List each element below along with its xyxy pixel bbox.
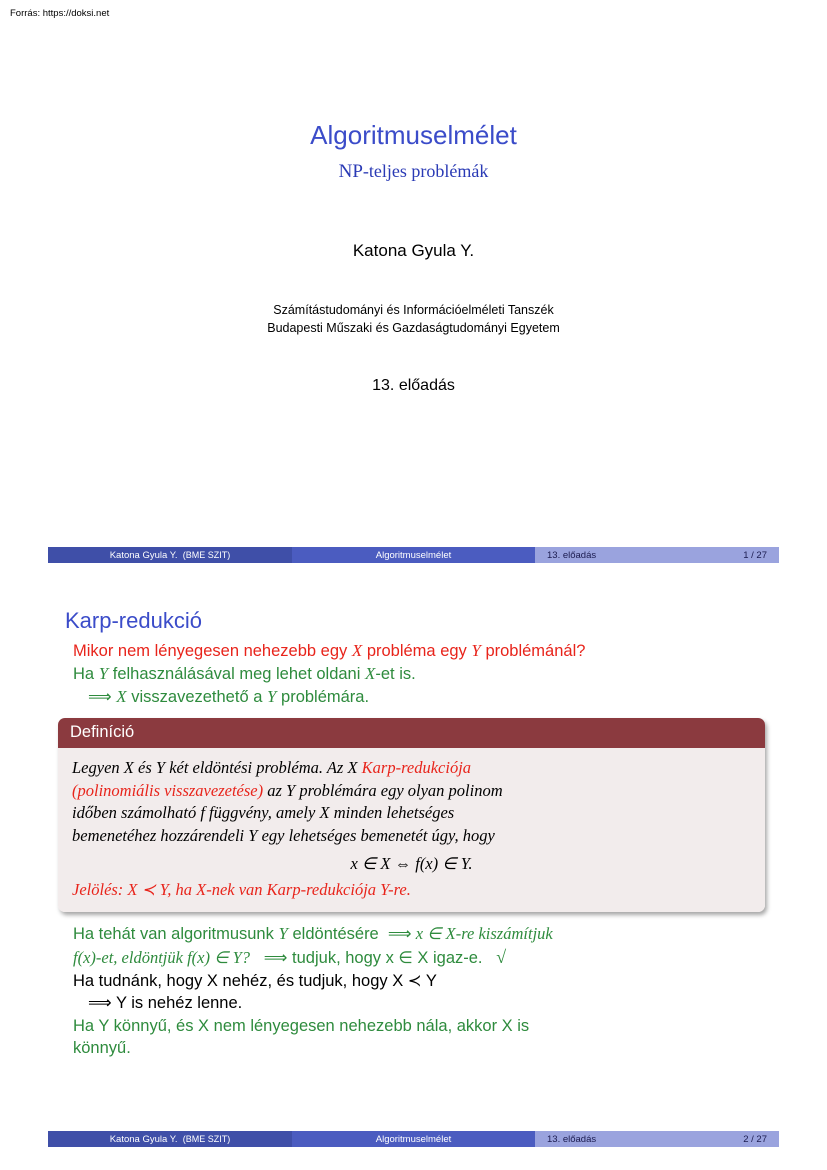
implies-arrow-icon-4: ⟹ bbox=[88, 993, 112, 1013]
after-definition-text bbox=[73, 922, 779, 1060]
line-question-c: problémánál? bbox=[480, 642, 586, 660]
institute-line-1: Számítástudományi és Információelméleti Tanszék bbox=[273, 303, 554, 317]
after-line-3 bbox=[73, 970, 779, 992]
footer-author-1: Katona Gyula Y. bbox=[109, 549, 178, 561]
line-implication-a: visszavezethető a bbox=[126, 687, 267, 706]
def-t4: az bbox=[263, 780, 287, 800]
footer-page-2: 2 / 27 bbox=[743, 1133, 767, 1145]
check-sqrt-icon: √ bbox=[496, 947, 507, 968]
after-a1y: Y bbox=[278, 923, 288, 943]
after-line-1 bbox=[73, 922, 779, 945]
def-karp-reduction-alt: (polinomiális visszavezetése) bbox=[72, 780, 264, 800]
def-t2: és bbox=[133, 758, 156, 778]
after-line-4 bbox=[88, 992, 779, 1014]
line-question-a: Mikor nem lényegesen nehezebb egy bbox=[73, 642, 352, 660]
line-implication-b: problémára. bbox=[276, 687, 370, 706]
after-b1: f(x)-et, eldöntjük f(x) ∈ Y? bbox=[73, 948, 251, 968]
implies-arrow-icon-2: ⟹ bbox=[387, 923, 412, 943]
def-y3: Y bbox=[248, 825, 258, 845]
footer-course-1: Algoritmuselmélet bbox=[375, 549, 452, 561]
author-name: Katona Gyula Y. bbox=[352, 241, 475, 260]
line-answer bbox=[73, 663, 779, 686]
def-t8: bemenetéhez hozzárendeli bbox=[72, 825, 249, 845]
line-question-y: Y bbox=[471, 641, 481, 660]
subtitle-rest: -teljes problémák bbox=[362, 161, 489, 181]
definition-box bbox=[58, 718, 765, 912]
page-title: Algoritmuselmélet bbox=[310, 120, 517, 150]
footer-author-segment-2 bbox=[48, 1131, 292, 1147]
def-t5: problémára egy olyan polinom bbox=[295, 780, 503, 800]
def-y2: Y bbox=[286, 780, 296, 800]
lecture-number: 13. előadás bbox=[372, 377, 455, 395]
def-x3: X bbox=[319, 803, 330, 823]
footer-page-1: 1 / 27 bbox=[743, 549, 767, 561]
institute-block bbox=[48, 301, 779, 337]
subtitle-np: NP bbox=[338, 161, 363, 182]
after-d2: Y is nehéz lenne. bbox=[111, 994, 243, 1013]
footer-course-2: Algoritmuselmélet bbox=[375, 1133, 452, 1145]
line-answer-c: -et is. bbox=[375, 664, 416, 683]
def-y1: Y bbox=[155, 758, 166, 778]
after-e1: Ha Y könnyű, és X nem lényegesen nehezebb nála, akkor X is bbox=[73, 1016, 530, 1035]
slide-footer-1 bbox=[48, 547, 779, 563]
def-t1: Legyen bbox=[72, 758, 124, 778]
def-karp-reduction-term: Karp-redukciója bbox=[357, 758, 472, 778]
def-t6: időben számolható f függvény, amely bbox=[72, 803, 320, 823]
footer-page-segment-2 bbox=[535, 1131, 779, 1147]
line-answer-y: Y bbox=[98, 663, 109, 683]
after-c1: Ha tudnánk, hogy X nehéz, és tudjuk, hogy X ≺ Y bbox=[73, 971, 437, 990]
footer-affiliation-2: (BME SZIT) bbox=[182, 1134, 231, 1144]
footer-author-2: Katona Gyula Y. bbox=[109, 1133, 178, 1145]
after-a1: Ha tehát van algoritmusunk bbox=[73, 924, 279, 943]
def-x2: X bbox=[347, 758, 358, 778]
after-line-5 bbox=[73, 1015, 779, 1037]
def-t9: egy lehetséges bemenetét úgy, hogy bbox=[257, 825, 495, 845]
line-answer-x: X bbox=[365, 663, 376, 683]
footer-affiliation-1: (BME SZIT) bbox=[182, 550, 231, 560]
footer-course-segment-2 bbox=[292, 1131, 535, 1147]
content-slide bbox=[48, 608, 779, 1060]
implies-arrow-icon-3: ⟹ bbox=[263, 948, 288, 968]
footer-lecture-2: 13. előadás bbox=[547, 1133, 597, 1145]
after-line-6 bbox=[73, 1037, 779, 1059]
line-implication-y: Y bbox=[266, 686, 277, 706]
after-a2: eldöntésére bbox=[287, 924, 379, 943]
definition-body bbox=[58, 748, 765, 912]
footer-lecture-1: 13. előadás bbox=[547, 549, 597, 561]
line-question-x: X bbox=[351, 641, 363, 660]
implies-arrow-icon: ⟹ bbox=[88, 686, 112, 706]
source-note: Forrás: https://doksi.net bbox=[10, 8, 110, 19]
footer-page-segment-1 bbox=[535, 547, 779, 563]
page-subtitle bbox=[48, 161, 779, 183]
footer-course-segment-1 bbox=[292, 547, 535, 563]
after-line-2 bbox=[73, 945, 779, 969]
line-implication bbox=[88, 686, 779, 709]
line-answer-b: felhasználásával meg lehet oldani bbox=[108, 664, 365, 683]
slide-footer-2 bbox=[48, 1131, 779, 1147]
line-answer-a: Ha bbox=[73, 664, 99, 683]
after-a4: x ∈ X-re kiszámítjuk bbox=[411, 923, 553, 943]
def-x1: X bbox=[123, 758, 134, 778]
def-t7: minden lehetséges bbox=[329, 803, 455, 823]
slide-heading: Karp-redukció bbox=[65, 608, 202, 633]
def-equation: x ∈ X ⇔ f(x) ∈ Y. bbox=[350, 854, 473, 874]
definition-header: Definíció bbox=[58, 718, 765, 748]
line-question-b: probléma egy bbox=[362, 642, 472, 660]
institute-line-2: Budapesti Műszaki és Gazdaságtudományi Egyetem bbox=[267, 321, 560, 336]
title-slide bbox=[48, 120, 779, 395]
line-question bbox=[73, 640, 779, 663]
after-e2: könnyű. bbox=[73, 1039, 131, 1058]
def-notation: Jelölés: X ≺ Y, ha X-nek van Karp-redukciója Y-re. bbox=[72, 880, 411, 900]
footer-author-segment-1 bbox=[48, 547, 292, 563]
line-implication-x: X bbox=[116, 686, 127, 706]
def-t3: két eldöntési probléma. Az bbox=[165, 758, 348, 778]
after-b3: tudjuk, hogy x ∈ X igaz-e. bbox=[287, 949, 483, 968]
